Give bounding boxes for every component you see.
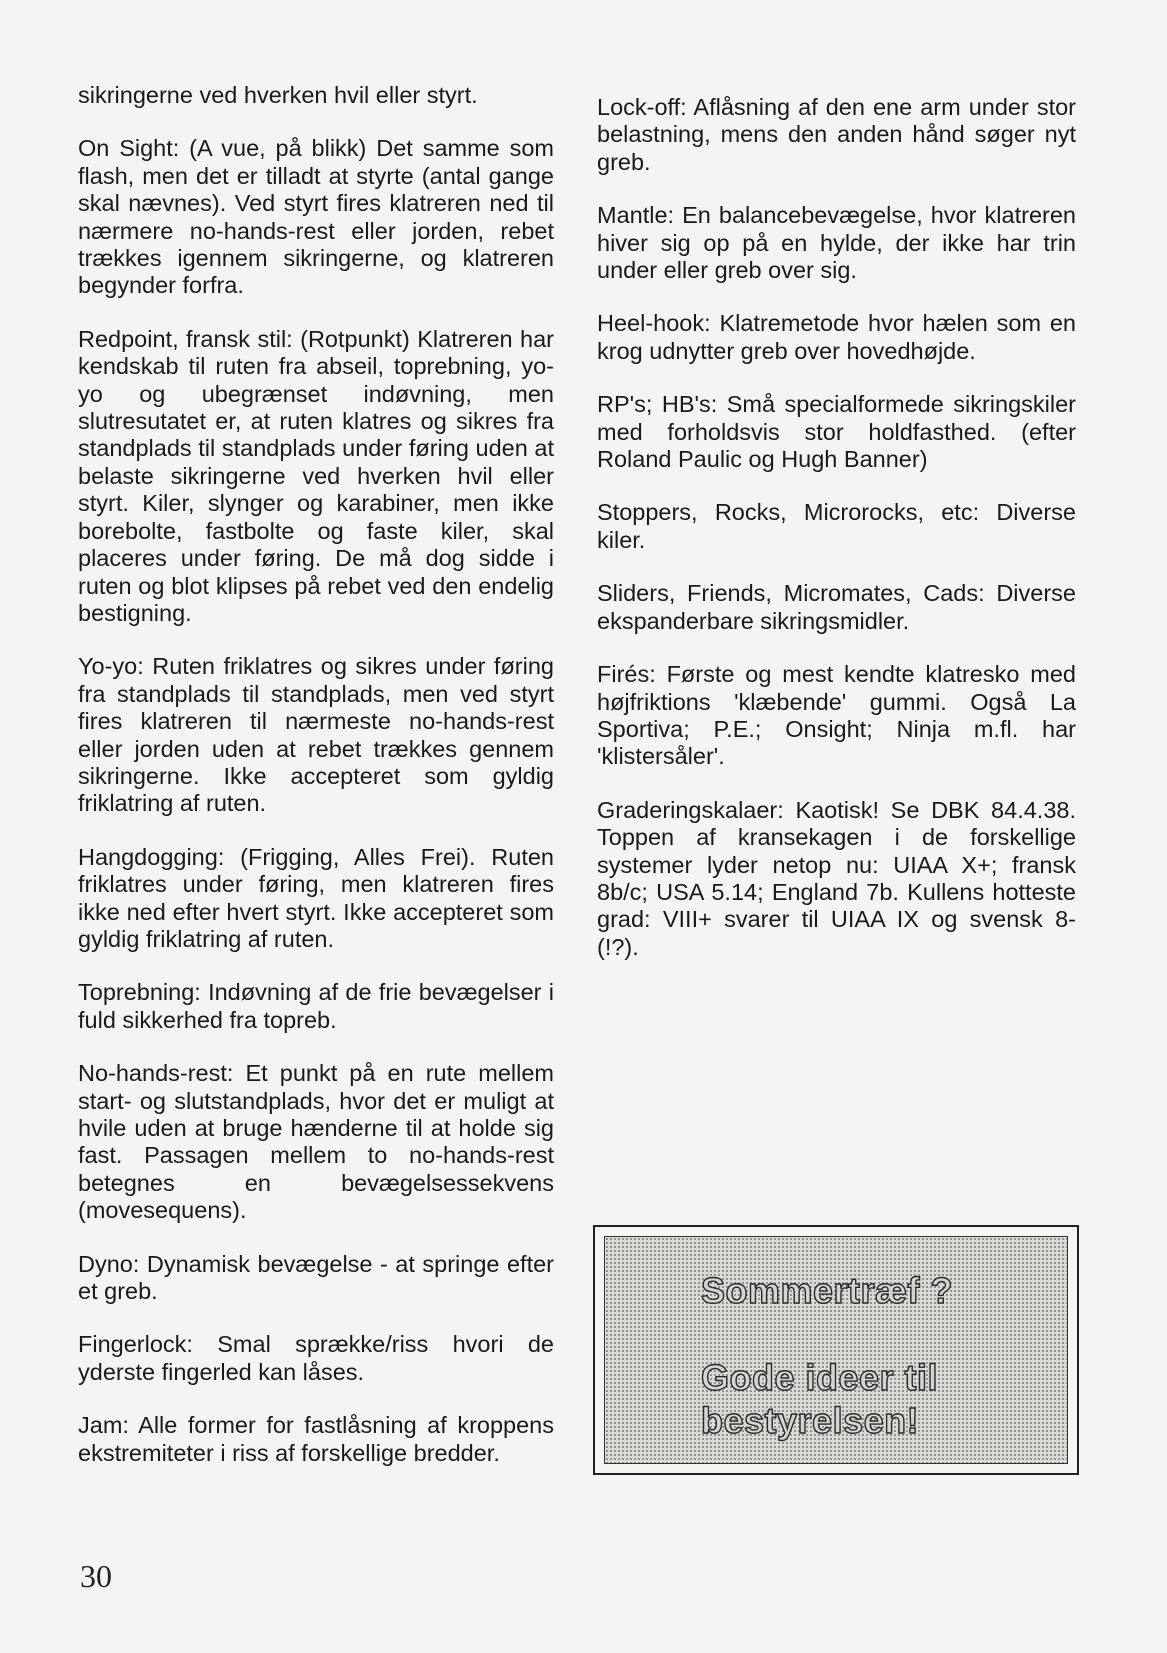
paragraph: Firés: Første og mest kendte klatresko med højfriktions 'klæbende' gummi. Også La Sportiva; P.E.; Onsight; Ninja m.fl. har 'klistersåler'. xyxy=(597,661,1076,770)
paragraph: sikringerne ved hverken hvil eller styrt. xyxy=(78,82,478,108)
paragraph: Dyno: Dynamisk bevægelse - at springe efter et greb. xyxy=(78,1250,554,1305)
paragraph: Stoppers, Rocks, Microrocks, etc: Diverse kiler. xyxy=(597,499,1076,553)
notice-halftone-panel xyxy=(604,1236,1068,1464)
paragraph: Jam: Alle former for fastlåsning af kroppens ekstremiteter i riss af forskellige bredder. xyxy=(78,1412,554,1466)
paragraph: On Sight: (A vue, på blikk) Det samme som flash, men det er tilladt at styrte (antal gange skal nævnes). Ved styrt fires klatreren ned til nærmere no-hands-rest eller jorden, rebet trækkes igennem sikringerne, og klatreren begynder forfra. xyxy=(78,135,554,299)
paragraph: Hangdogging: (Frigging, Alles Frei). Ruten friklatres under føring, men klatreren fires ikke ned efter hvert styrt. Ikke accepteret som gyldig friklatring af ruten. xyxy=(78,843,554,952)
notice-line-summer-meet: Sommertræf ? xyxy=(701,1270,954,1311)
paragraph: Sliders, Friends, Micromates, Cads: Diverse ekspanderbare sikringsmidler. xyxy=(597,580,1076,634)
notice-line-board: bestyrelsen! xyxy=(701,1400,920,1441)
paragraph: Mantle: En balancebevægelse, hvor klatreren hiver sig op på en hylde, der ikke har trin under eller greb over sig. xyxy=(597,202,1076,284)
left-column xyxy=(78,82,554,1493)
page-number: 30 xyxy=(80,1558,112,1594)
notice-line-good-ideas: Gode ideer til xyxy=(701,1357,939,1398)
paragraph: Lock-off: Aflåsning af den ene arm under stor belastning, mens den anden hånd søger nyt greb. xyxy=(597,94,1076,175)
paragraph: Toprebning: Indøvning af de frie bevægelser i fuld sikkerhed fra topreb. xyxy=(78,979,554,1033)
paragraph: Heel-hook: Klatremetode hvor hælen som en krog udnytter greb over hovedhøjde. xyxy=(597,310,1076,364)
paragraph: RP's; HB's: Små specialformede sikringskiler med forholdsvis stor holdfasthed. (efter Roland Paulic og Hugh Banner) xyxy=(597,391,1076,473)
paragraph: Redpoint, fransk stil: (Rotpunkt) Klatreren har kendskab til ruten fra abseil, toprebning, yo-yo og ubegrænset indøvning, men slutresutatet er, at ruten klatres og sikres fra standplads til standplads under føring uden at belaste sikringerne ved hverken hvil eller styrt. Kiler, slynger og karabiner, men ikke borebolte, fastbolte og faste kiler, skal placeres under føring. De må dog sidde i ruten og blot klipses på rebet ved den endelig bestigning. xyxy=(78,325,554,626)
right-column xyxy=(597,94,1076,987)
paragraph: Graderingskalaer: Kaotisk! Se DBK 84.4.38. Toppen af kransekagen i de forskellige systemer lyder netop nu: UIAA X+; fransk 8b/c; USA 5.14; England 7b. Kullens hotteste grad: VIII+ svarer til UIAA IX og svensk 8- (!?). xyxy=(597,796,1076,960)
paragraph: Yo-yo: Ruten friklatres og sikres under føring fra standplads til standplads, men ved styrt fires klatreren til nærmeste no-hands-rest eller jorden uden at rebet trækkes gennem sikringerne. Ikke accepteret som gyldig friklatring af ruten. xyxy=(78,653,554,817)
notice-box xyxy=(593,1225,1079,1475)
paragraph: No-hands-rest: Et punkt på en rute mellem start- og slutstandplads, hvor det er muligt at hvile uden at bruge hænderne til at holde sig fast. Passagen mellem to no-hands-rest betegnes en bevægelsessekvens (movesequens). xyxy=(78,1060,554,1224)
paragraph: Fingerlock: Smal sprække/riss hvori de yderste fingerled kan låses. xyxy=(78,1331,554,1385)
